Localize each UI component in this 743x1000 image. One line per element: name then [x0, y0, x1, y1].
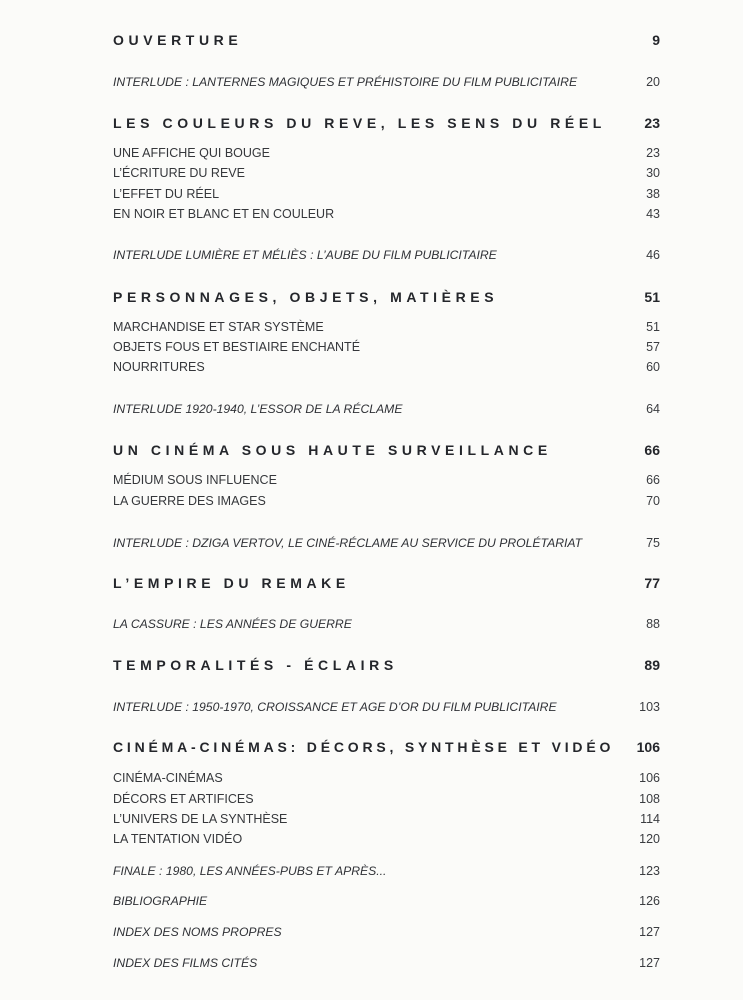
toc-entry-title: UN CINÉMA SOUS HAUTE SURVEILLANCE: [113, 442, 552, 458]
toc-item: [113, 143, 660, 163]
toc-entry-title: LES COULEURS DU REVE, LES SENS DU RÉEL: [113, 115, 606, 131]
toc-interlude: [113, 891, 660, 911]
toc-page-number: 66: [646, 473, 660, 487]
toc-entry-title: MÉDIUM SOUS INFLUENCE: [113, 473, 277, 487]
toc-interlude: [113, 533, 660, 553]
toc-page-number: 20: [646, 75, 660, 89]
toc-chapter: [113, 287, 660, 307]
toc-page-number: 51: [644, 289, 660, 305]
toc-entry-title: OUVERTURE: [113, 32, 243, 48]
toc-item: [113, 163, 660, 183]
toc-entry-title: MARCHANDISE ET STAR SYSTÈME: [113, 320, 324, 334]
toc-item: [113, 768, 660, 788]
toc-item: [113, 809, 660, 829]
toc-page-number: 127: [639, 956, 660, 970]
toc-entry-title: LA CASSURE : LES ANNÉES DE GUERRE: [113, 617, 352, 631]
toc-entry-title: LA GUERRE DES IMAGES: [113, 494, 266, 508]
toc-entry-title: TEMPORALITÉS - ÉCLAIRS: [113, 657, 398, 673]
toc-interlude: [113, 245, 660, 265]
toc-entry-title: INTERLUDE LUMIÈRE ET MÉLIÈS : L’AUBE DU FILM PUBLICITAIRE: [113, 248, 497, 262]
toc-chapter: [113, 573, 660, 593]
toc-page-number: 9: [652, 32, 660, 48]
toc-page-number: 51: [646, 320, 660, 334]
toc-chapter: [113, 737, 660, 757]
toc-page-number: 30: [646, 166, 660, 180]
toc-page-number: 66: [644, 442, 660, 458]
toc-page-number: 108: [639, 792, 660, 806]
toc-entry-title: CINÉMA-CINÉMAS: DÉCORS, SYNTHÈSE ET VIDÉO: [113, 739, 615, 755]
toc-item: [113, 317, 660, 337]
toc-page-number: 123: [639, 864, 660, 878]
toc-entry-title: L’EFFET DU RÉEL: [113, 187, 220, 201]
toc-interlude: [113, 953, 660, 973]
toc-item: [113, 789, 660, 809]
toc-page-number: 23: [646, 146, 660, 160]
toc-page-number: 23: [644, 115, 660, 131]
toc-page-number: 60: [646, 360, 660, 374]
toc-page-number: 106: [636, 739, 660, 755]
toc-entry-title: LA TENTATION VIDÉO: [113, 832, 243, 846]
toc-entry-title: INTERLUDE : DZIGA VERTOV, LE CINÉ-RÉCLAME AU SERVICE DU PROLÉTARIAT: [113, 536, 583, 550]
toc-entry-title: FINALE : 1980, LES ANNÉES-PUBS ET APRÈS...: [113, 864, 387, 878]
toc-interlude: [113, 861, 660, 881]
toc-entry-title: L’ÉCRITURE DU REVE: [113, 166, 245, 180]
toc-entry-title: INDEX DES NOMS PROPRES: [113, 925, 282, 939]
toc-entry-title: UNE AFFICHE QUI BOUGE: [113, 146, 270, 160]
toc-page-number: 103: [639, 700, 660, 714]
toc-interlude: [113, 72, 660, 92]
toc-chapter: [113, 30, 660, 50]
toc-item: [113, 337, 660, 357]
toc-page-number: 75: [646, 536, 660, 550]
toc-item: [113, 829, 660, 849]
toc-page-number: 57: [646, 340, 660, 354]
toc-interlude: [113, 922, 660, 942]
toc-page-number: 120: [639, 832, 660, 846]
toc-entry-title: L’UNIVERS DE LA SYNTHÈSE: [113, 812, 288, 826]
toc-item: [113, 184, 660, 204]
toc-page-number: 106: [639, 771, 660, 785]
toc-entry-title: INTERLUDE : 1950-1970, CROISSANCE ET AGE D’OR DU FILM PUBLICITAIRE: [113, 700, 557, 714]
toc-item: [113, 204, 660, 224]
toc-page-number: 64: [646, 402, 660, 416]
toc-page-number: 114: [640, 812, 660, 826]
toc-entry-title: OBJETS FOUS ET BESTIAIRE ENCHANTÉ: [113, 340, 361, 354]
toc-chapter: [113, 113, 660, 133]
toc-item: [113, 357, 660, 377]
toc-page-number: 46: [646, 248, 660, 262]
toc-page-number: 70: [646, 494, 660, 508]
toc-page-number: 43: [646, 207, 660, 221]
toc-interlude: [113, 399, 660, 419]
toc-interlude: [113, 614, 660, 634]
toc-chapter: [113, 440, 660, 460]
toc-entry-title: BIBLIOGRAPHIE: [113, 894, 208, 908]
toc-entry-title: INDEX DES FILMS CITÉS: [113, 956, 258, 970]
toc-entry-title: NOURRITURES: [113, 360, 205, 374]
toc-page-number: 89: [644, 657, 660, 673]
toc-page-number: 38: [646, 187, 660, 201]
toc-page-number: 88: [646, 617, 660, 631]
toc-page-number: 77: [644, 575, 660, 591]
toc-entry-title: CINÉMA-CINÉMAS: [113, 771, 223, 785]
toc-interlude: [113, 697, 660, 717]
toc-item: [113, 491, 660, 511]
toc-page-number: 126: [639, 894, 660, 908]
toc-page-number: 127: [639, 925, 660, 939]
toc-entry-title: PERSONNAGES, OBJETS, MATIÈRES: [113, 289, 499, 305]
toc-entry-title: EN NOIR ET BLANC ET EN COULEUR: [113, 207, 335, 221]
toc-entry-title: INTERLUDE : LANTERNES MAGIQUES ET PRÉHISTOIRE DU FILM PUBLICITAIRE: [113, 75, 578, 89]
toc-entry-title: L’EMPIRE DU REMAKE: [113, 575, 350, 591]
toc-entry-title: DÉCORS ET ARTIFICES: [113, 792, 254, 806]
toc-entry-title: INTERLUDE 1920-1940, L’ESSOR DE LA RÉCLAME: [113, 402, 403, 416]
toc-item: [113, 470, 660, 490]
toc-chapter: [113, 655, 660, 675]
